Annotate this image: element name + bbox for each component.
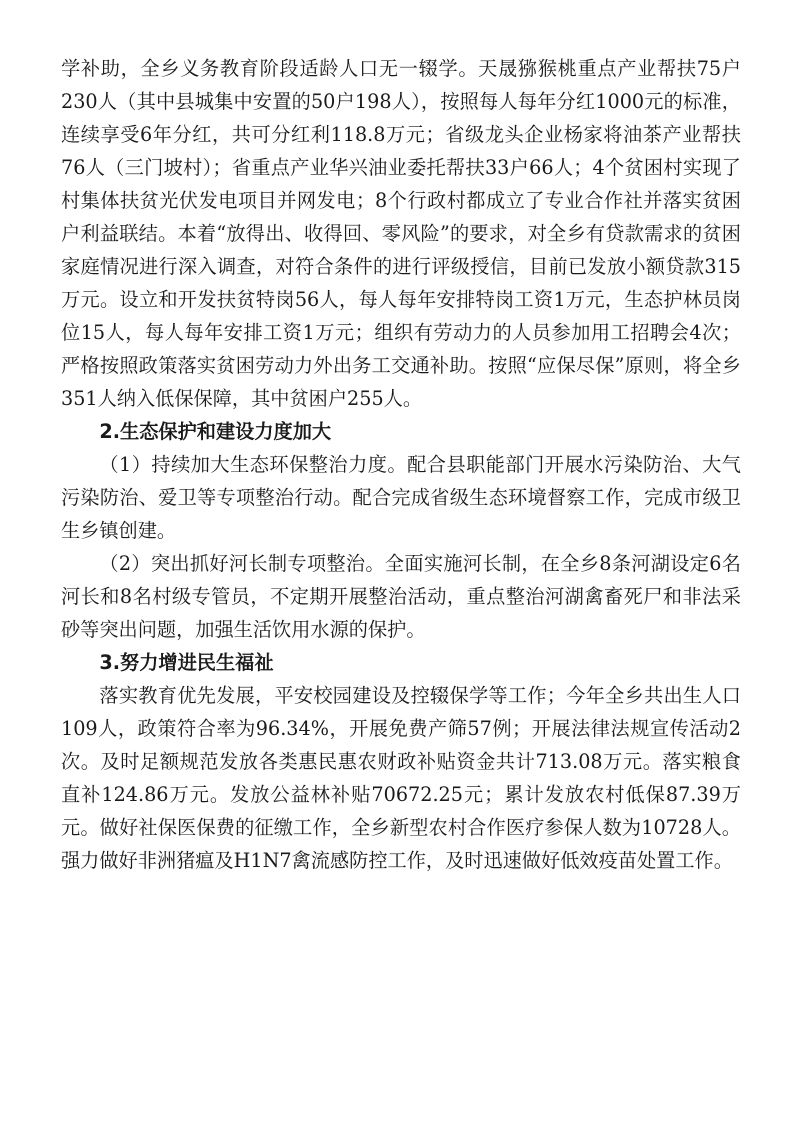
paragraph-ecology-2: （2）突出抓好河长制专项整治。全面实施河长制，在全乡8条河湖设定6名河长和8名村级专管员，不定期开展整治活动，重点整治河湖禽畜死尸和非法采砂等突出问题，加强生活饮用水源的保护。: [61, 552, 741, 641]
section-heading-ecology: 2.生态保护和建设力度加大: [99, 420, 332, 443]
paragraph-poverty-relief-continued: 学补助，全乡义务教育阶段适龄人口无一辍学。天晟猕猴桃重点产业帮扶75户230人（其中县城集中安置的50户198人），按照每人每年分红1000元的标准，连续享受6年分红，共可分红利118.8万元；省级龙头企业杨家将油茶产业帮扶76人（三门坡村）；省重点产业华兴油业委托帮扶33户66人；4个贫困村实现了村集体扶贫光伏发电项目并网发电；8个行政村都成立了专业合作社并落实贫困户利益联结。本着“放得出、收得回、零风险”的要求，对全乡有贷款需求的贫困家庭情况进行深入调查，对符合条件的进行评级授信，目前已发放小额贷款315万元。设立和开发扶贫特岗56人，每人每年安排特岗工资1万元，生态护林员岗位15人，每人每年安排工资1万元；组织有劳动力的人员参加用工招聘会4次；严格按照政策落实贫困劳动力外出务工交通补助。按照“应保尽保”原则，将全乡351人纳入低保保障，其中贫困户255人。: [61, 57, 741, 410]
document-page: [61, 52, 741, 877]
section-heading-livelihood: 3.努力增进民生福祉: [99, 651, 274, 674]
paragraph-livelihood-1: 落实教育优先发展，平安校园建设及控辍保学等工作；今年全乡共出生人口109人，政策符合率为96.34%，开展免费产筛57例；开展法律法规宣传活动2次。及时足额规范发放各类惠民惠农财政补贴资金共计713.08万元。落实粮食直补124.86万元。发放公益林补贴70672.25元；累计发放农村低保87.39万元。做好社保医保费的征缴工作，全乡新型农村合作医疗参保人数为10728人。强力做好非洲猪瘟及H1N7禽流感防控工作，及时迅速做好低效疫苗处置工作。: [61, 684, 741, 872]
paragraph-ecology-1: （1）持续加大生态环保整治力度。配合县职能部门开展水污染防治、大气污染防治、爱卫等专项整治行动。配合完成省级生态环境督察工作，完成市级卫生乡镇创建。: [61, 453, 741, 542]
